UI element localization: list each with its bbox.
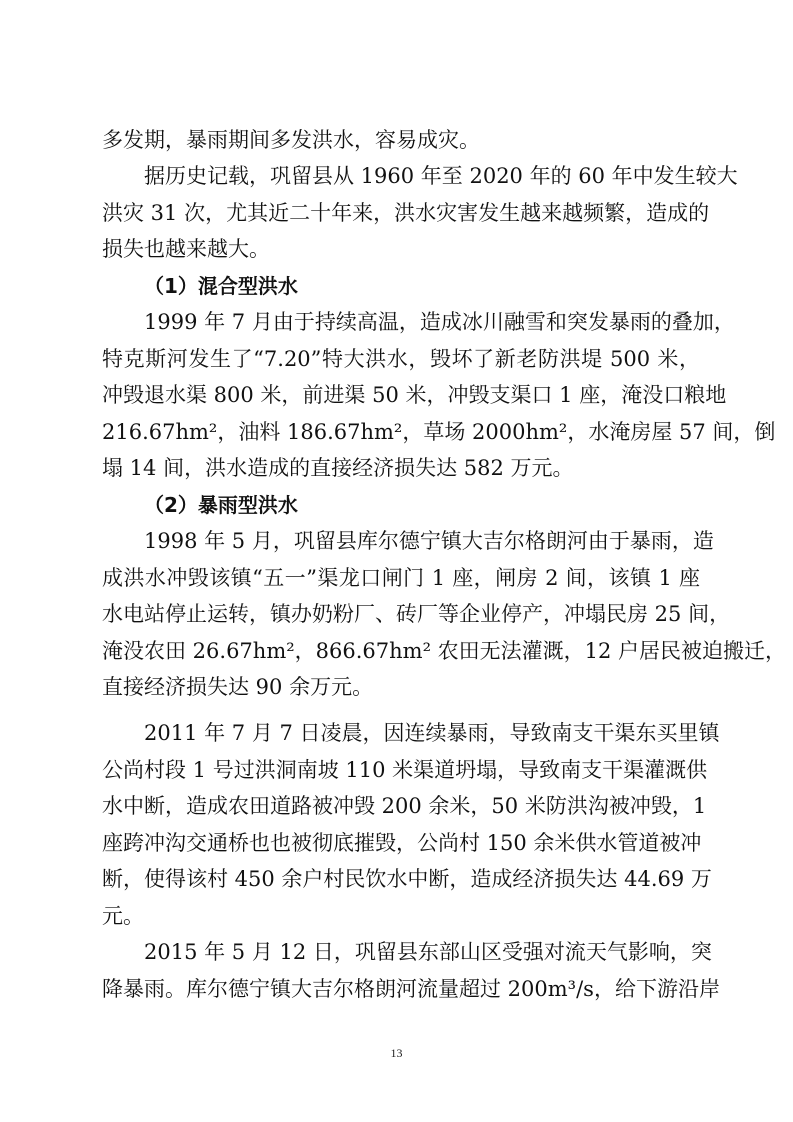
page-number: 13 [390, 1046, 403, 1060]
paragraph-line: 公尚村段 1 号过洪洞南坡 110 米渠道坍塌，导致南支干渠灌溉供 [102, 758, 708, 782]
paragraph-line: 降暴雨。库尔德宁镇大吉尔格朗河流量超过 200m³/s，给下游沿岸 [102, 977, 720, 1001]
paragraph-line: 216.67hm²，油料 186.67hm²，草场 2000hm²，水淹房屋 57 间，倒 [102, 420, 776, 444]
paragraph-line: 特克斯河发生了“7.20”特大洪水，毁坏了新老防洪堤 500 米， [102, 347, 700, 371]
paragraph-line: 洪灾 31 次，尤其近二十年来，洪水灾害发生越来越频繁，造成的 [102, 201, 710, 225]
paragraph-line: 成洪水冲毁该镇“五一”渠龙口闸门 1 座，闸房 2 间，该镇 1 座 [102, 566, 700, 590]
paragraph-line: 水电站停止运转，镇办奶粉厂、砖厂等企业停产，冲塌民房 25 间， [102, 602, 731, 626]
paragraph-line: 塌 14 间，洪水造成的直接经济损失达 582 万元。 [102, 456, 574, 480]
paragraph-line: 据历史记载，巩留县从 1960 年至 2020 年的 60 年中发生较大 [144, 164, 738, 188]
paragraph-line: 元。 [102, 904, 144, 928]
paragraph-line: 座跨冲沟交通桥也也被彻底摧毁，公尚村 150 余米供水管道被冲 [102, 831, 702, 855]
paragraph-line: 1998 年 5 月，巩留县库尔德宁镇大吉尔格朗河由于暴雨，造 [144, 529, 714, 553]
paragraph-line: 冲毁退水渠 800 米，前进渠 50 米，冲毁支渠口 1 座，淹没口粮地 [102, 383, 727, 407]
paragraph-line: 1999 年 7 月由于持续高温，造成冰川融雪和突发暴雨的叠加， [144, 310, 735, 334]
paragraph-line: 多发期，暴雨期间多发洪水，容易成灾。 [102, 128, 480, 152]
paragraph-line: 2015 年 5 月 12 日，巩留县东部山区受强对流天气影响，突 [144, 940, 712, 964]
paragraph-line: 淹没农田 26.67hm²，866.67hm² 农田无法灌溉，12 户居民被迫搬迁， [102, 639, 787, 663]
paragraph-line: 水中断，造成农田道路被冲毁 200 余米，50 米防洪沟被冲毁，1 [102, 794, 707, 818]
paragraph-line: 断，使得该村 450 余户村民饮水中断，造成经济损失达 44.69 万 [102, 867, 712, 891]
paragraph-line: 2011 年 7 月 7 日凌晨，因连续暴雨，导致南支干渠东买里镇 [144, 721, 720, 745]
paragraph-line: 直接经济损失达 90 余万元。 [102, 675, 374, 699]
paragraph-line: 损失也越来越大。 [102, 237, 270, 261]
section-heading: （1）混合型洪水 [144, 274, 298, 298]
section-heading: （2）暴雨型洪水 [144, 493, 298, 517]
